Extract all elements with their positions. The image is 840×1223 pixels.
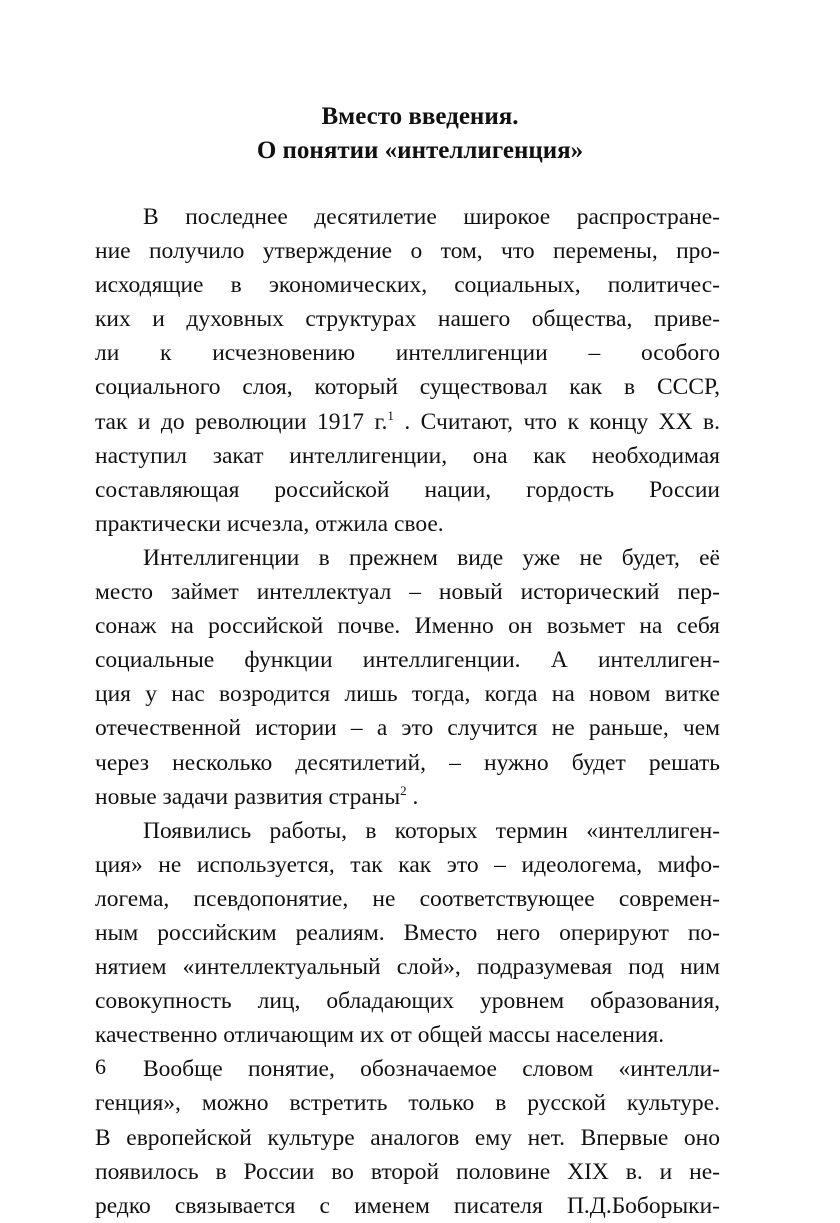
text-line: социальные функции интеллигенции. А интеллиген- [95, 647, 720, 674]
footnote-mark: 1 [387, 407, 394, 423]
text-segment: так и до революции 1917 г. [95, 408, 388, 435]
paragraph-1 [95, 200, 720, 541]
text-line: социального слоя, который существовал как в СССР, [95, 374, 720, 401]
text-line: нятием «интеллектуальный слой», подразумевая под ним [95, 954, 720, 981]
text-line: ли к исчезновению интеллигенции – особого [95, 340, 720, 367]
text-line: качественно отличающим их от общей массы населения. [95, 1022, 665, 1049]
text-line: В европейской культуре аналогов ему нет. Впервые оно [95, 1124, 720, 1151]
text-line: ция» не используется, так как это – идеологема, мифо- [95, 851, 720, 878]
text-line: совокупность лиц, обладающих уровнем образования, [95, 988, 720, 1015]
text-line: ция у нас возродится лишь тогда, когда на новом витке [95, 681, 720, 708]
text-segment: . Считают, что к концу XX в. [393, 408, 721, 435]
text-line: отечественной истории – а это случится не раньше, чем [95, 715, 720, 742]
text-line: Появились работы, в которых термин «интеллиген- [143, 817, 720, 844]
text-line-with-footnote [95, 780, 720, 814]
text-line: генция», можно встретить только в русской культуре. [95, 1090, 720, 1117]
text-line: В последнее десятилетие широкое распростране- [143, 204, 720, 230]
text-line: логема, псевдопонятие, не соответствующее современ- [95, 885, 720, 912]
text-line: Интеллигенции в прежнем виде уже не будет, её [143, 544, 720, 571]
text-line: составляющая российской нации, гордость России [95, 476, 720, 503]
text-line: сонаж на российской почве. Именно он возьмет на себя [95, 613, 720, 640]
text-line: через несколько десятилетий, – нужно будет решать [95, 749, 720, 776]
text-line: ких и духовных структурах нашего общества, приве- [95, 306, 720, 333]
page-number: 6 [95, 1054, 106, 1079]
body-text [95, 200, 720, 1223]
text-line: редко связывается с именем писателя П.Д.Боборыки- [95, 1192, 720, 1219]
text-line-with-footnote [95, 405, 720, 439]
paragraph-4 [95, 1052, 720, 1222]
paragraph-2 [95, 541, 720, 814]
text-line: практически исчезла, отжила свое. [95, 510, 444, 537]
text-line: наступил закат интеллигенции, она как необходимая [95, 442, 720, 469]
text-line: появилось в России во второй половине XIX в. и не- [95, 1158, 720, 1185]
text-line: ние получило утверждение о том, что перемены, про- [95, 238, 720, 265]
chapter-heading [0, 100, 840, 168]
footnote-mark: 2 [400, 782, 407, 798]
text-segment: новые задачи развития страны [95, 783, 401, 810]
heading-line-1: Вместо введения. [321, 103, 519, 130]
text-line: ным российским реалиям. Вместо него оперируют по- [95, 919, 720, 946]
text-line: место займет интеллектуал – новый исторический пер- [95, 579, 720, 606]
text-line: исходящие в экономических, социальных, политичес- [95, 272, 720, 299]
text-line: Вообще понятие, обозначаемое словом «интелли- [143, 1056, 720, 1083]
text-segment: . [406, 783, 419, 810]
heading-line-2: О понятии «интеллигенция» [256, 137, 584, 164]
paragraph-3 [95, 814, 720, 1053]
